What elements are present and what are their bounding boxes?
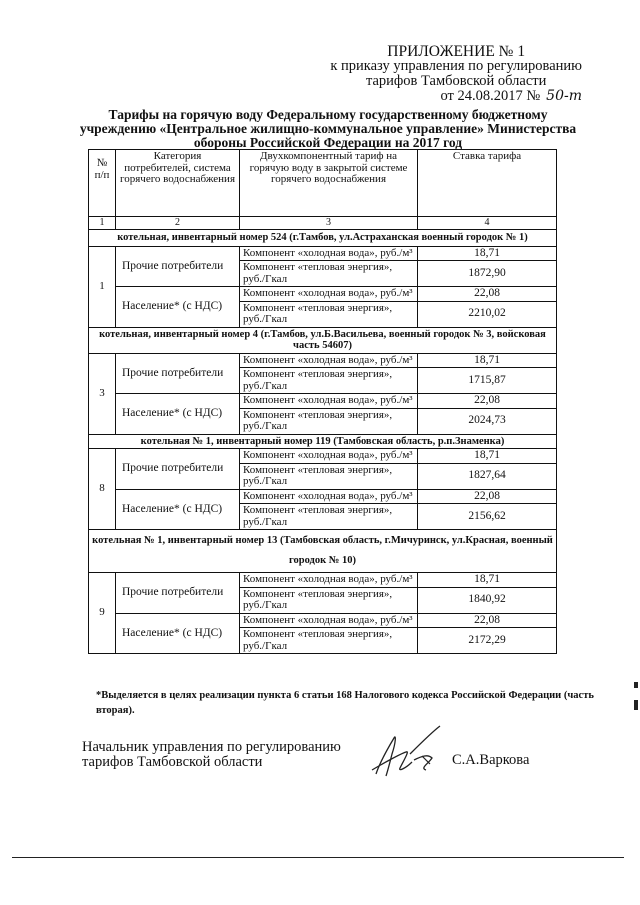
category-cell: Прочие потребители (116, 449, 240, 490)
component-cell: Компонент «холодная вода», руб./м³ (240, 287, 418, 302)
appendix-line-2: к приказу управления по регулированию (330, 58, 582, 74)
section-row (89, 434, 557, 449)
rate-cell: 22,08 (418, 287, 557, 302)
table-row (89, 353, 557, 368)
category-cell: Прочие потребители (116, 573, 240, 614)
rate-cell: 2172,29 (418, 628, 557, 654)
rate-cell: 22,08 (418, 489, 557, 504)
appendix-header (330, 44, 582, 104)
index-cell: 1 (89, 217, 116, 230)
category-cell: Население* (с НДС) (116, 489, 240, 530)
rate-cell: 2210,02 (418, 301, 557, 327)
table-row (89, 489, 557, 504)
row-number: 9 (89, 573, 116, 654)
rate-cell: 18,71 (418, 246, 557, 261)
component-cell: Компонент «холодная вода», руб./м³ (240, 353, 418, 368)
signatory-position (82, 740, 341, 770)
rate-cell: 22,08 (418, 613, 557, 628)
index-cell: 4 (418, 217, 557, 230)
appendix-date-line (330, 89, 582, 104)
category-cell: Население* (с НДС) (116, 613, 240, 654)
category-cell: Прочие потребители (116, 246, 240, 287)
position-line-2: тарифов Тамбовской области (82, 754, 263, 770)
rate-cell: 2156,62 (418, 504, 557, 530)
table-row (89, 613, 557, 628)
category-cell: Прочие потребители (116, 353, 240, 394)
component-cell: Компонент «холодная вода», руб./м³ (240, 573, 418, 588)
table-row (89, 287, 557, 302)
component-cell: Компонент «тепловая энергия», руб./Гкал (240, 504, 418, 530)
title-line-1: Тарифы на горячую воду Федеральному государственному бюджетному (108, 107, 548, 122)
row-number: 3 (89, 353, 116, 434)
component-cell: Компонент «тепловая энергия», руб./Гкал (240, 301, 418, 327)
table-row (89, 449, 557, 464)
rate-cell: 1715,87 (418, 368, 557, 394)
category-cell: Население* (с НДС) (116, 394, 240, 435)
component-cell: Компонент «холодная вода», руб./м³ (240, 394, 418, 409)
appendix-title: ПРИЛОЖЕНИЕ № 1 (387, 43, 526, 60)
component-cell: Компонент «холодная вода», руб./м³ (240, 449, 418, 464)
order-number: 50-т (546, 88, 582, 104)
appendix-line-3: тарифов Тамбовской области (365, 73, 547, 89)
component-cell: Компонент «тепловая энергия», руб./Гкал (240, 587, 418, 613)
rate-cell: 18,71 (418, 449, 557, 464)
rate-cell: 18,71 (418, 353, 557, 368)
row-number: 1 (89, 246, 116, 327)
scan-edge-mark (634, 700, 638, 710)
component-cell: Компонент «тепловая энергия», руб./Гкал (240, 408, 418, 434)
component-cell: Компонент «холодная вода», руб./м³ (240, 613, 418, 628)
table-index-row (89, 217, 557, 230)
rate-cell: 1840,92 (418, 587, 557, 613)
component-cell: Компонент «тепловая энергия», руб./Гкал (240, 368, 418, 394)
footnote: *Выделяется в целях реализации пункта 6 статьи 168 Налогового кодекса Российской Федерации (часть вторая). (96, 690, 594, 716)
title-line-2: учреждению «Центральное жилищно-коммунальное управление» Министерства (79, 121, 577, 136)
component-cell: Компонент «тепловая энергия», руб./Гкал (240, 463, 418, 489)
section-row (89, 530, 557, 573)
rate-cell: 2024,73 (418, 408, 557, 434)
table-row (89, 573, 557, 588)
rate-cell: 1872,90 (418, 261, 557, 287)
appendix-date: от 24.08.2017 № (440, 88, 541, 104)
table-header-row (89, 150, 557, 217)
section-title: котельная № 1, инвентарный номер 13 (Тамбовская область, г.Мичуринск, ул.Красная, военный городок № 10) (89, 530, 557, 573)
index-cell: 3 (240, 217, 418, 230)
section-title: котельная, инвентарный номер 524 (г.Тамбов, ул.Астраханская военный городок № 1) (89, 229, 557, 246)
section-title: котельная, инвентарный номер 4 (г.Тамбов, ул.Б.Васильева, военный городок № 3, войсковая часть 54607) (89, 327, 557, 353)
header-rate: Ставка тарифа (418, 150, 557, 217)
title-line-3: обороны Российской Федерации на 2017 год (193, 135, 463, 150)
rate-cell: 1827,64 (418, 463, 557, 489)
component-cell: Компонент «холодная вода», руб./м³ (240, 246, 418, 261)
table-row (89, 394, 557, 409)
rate-cell: 22,08 (418, 394, 557, 409)
component-cell: Компонент «тепловая энергия», руб./Гкал (240, 261, 418, 287)
index-cell: 2 (116, 217, 240, 230)
bottom-rule (12, 857, 624, 858)
handwritten-signature (366, 724, 450, 786)
section-row (89, 327, 557, 353)
component-cell: Компонент «тепловая энергия», руб./Гкал (240, 628, 418, 654)
header-tariff: Двухкомпонентный тариф на горячую воду в закрытой системе горячего водоснабжения (240, 150, 418, 217)
scan-edge-mark (634, 682, 638, 688)
category-cell: Население* (с НДС) (116, 287, 240, 328)
component-cell: Компонент «холодная вода», руб./м³ (240, 489, 418, 504)
header-category: Категория потребителей, система горячего водоснабжения (116, 150, 240, 217)
header-no: № п/п (89, 150, 116, 217)
position-line-1: Начальник управления по регулированию (82, 739, 341, 755)
rate-cell: 18,71 (418, 573, 557, 588)
row-number: 8 (89, 449, 116, 530)
tariff-table (88, 149, 557, 654)
table-row (89, 246, 557, 261)
signatory-name: С.А.Варкова (452, 752, 530, 768)
section-row (89, 229, 557, 246)
document-title (68, 108, 588, 150)
section-title: котельная № 1, инвентарный номер 119 (Тамбовская область, р.п.Знаменка) (89, 434, 557, 449)
